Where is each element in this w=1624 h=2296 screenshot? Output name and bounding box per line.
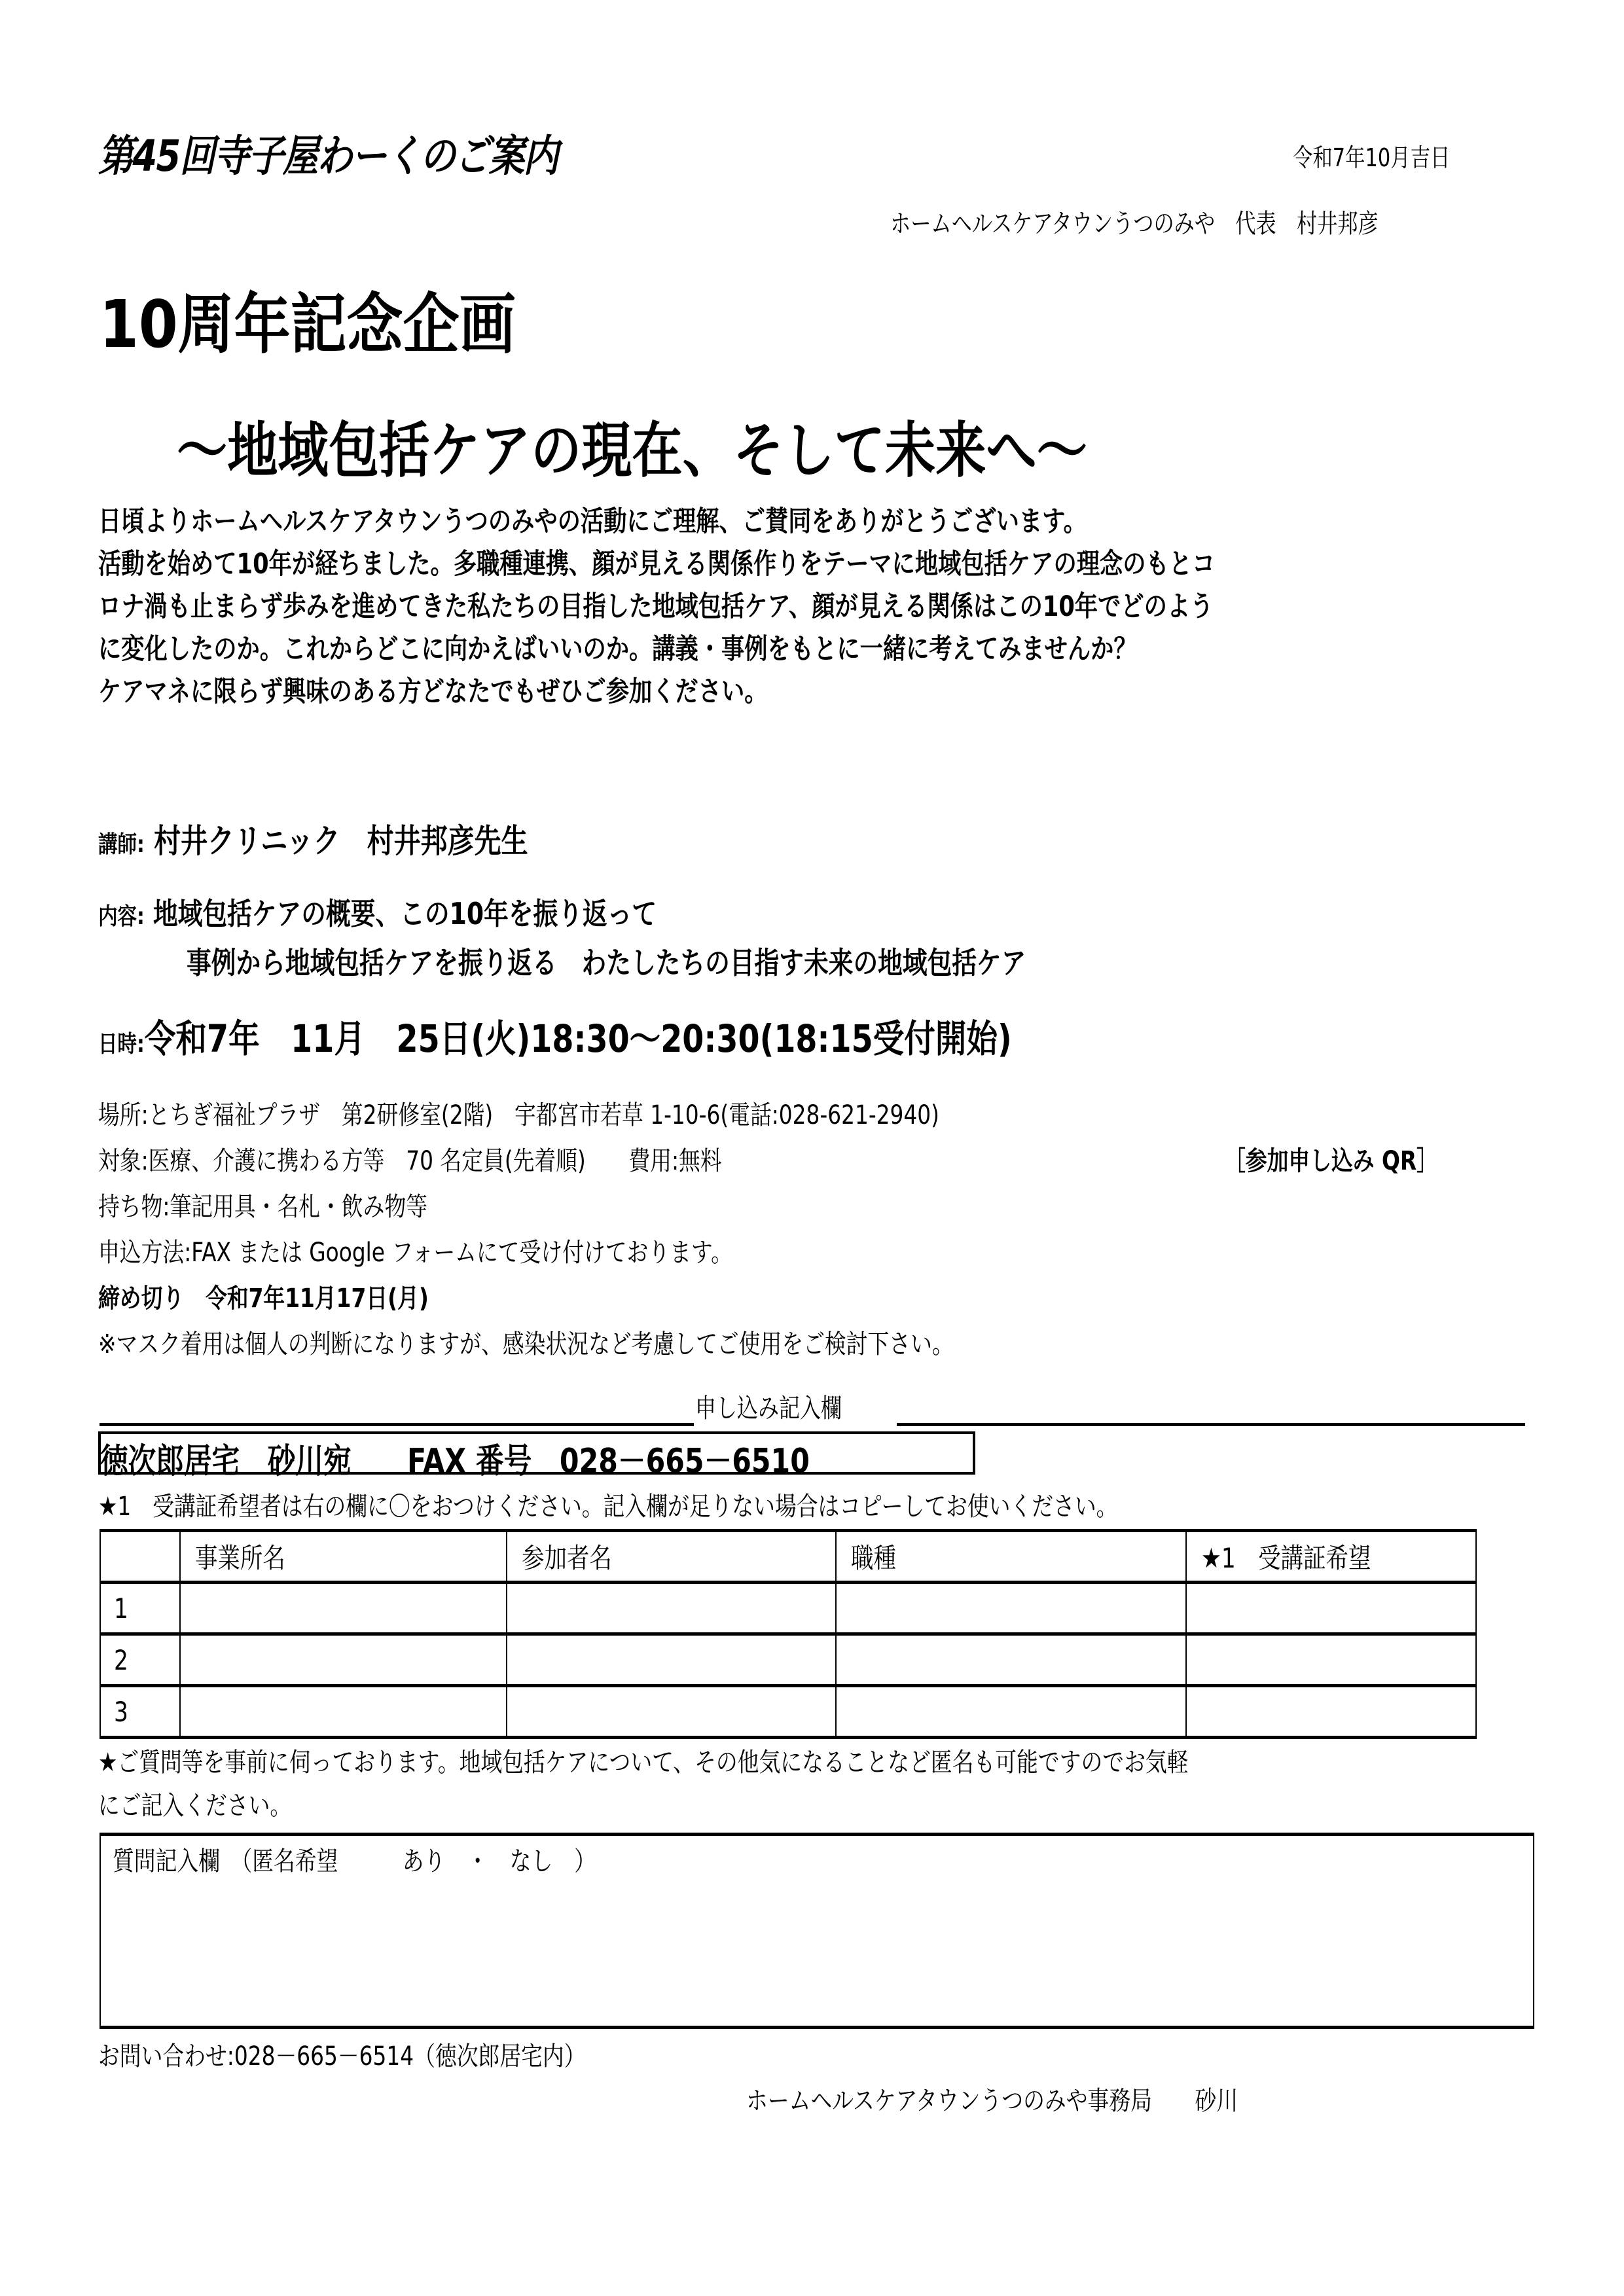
- content-label: 内容:: [98, 903, 145, 930]
- column-header-certificate: ★1 受講証希望: [1186, 1531, 1476, 1583]
- headline: 10周年記念企画: [99, 286, 516, 363]
- lecturer-name: 村井クリニック 村井邦彦先生: [154, 822, 528, 860]
- intro-line: ロナ渦も止まらず歩みを進めてきた私たちの目指した地域包括ケア、顔が見える関係はこの10年でどのよう: [98, 590, 1214, 623]
- participant-cell[interactable]: [507, 1686, 836, 1738]
- occupation-cell[interactable]: [836, 1583, 1186, 1634]
- office-signature: ホームヘルスケアタウンうつのみや事務局 砂川: [746, 2086, 1238, 2116]
- fax-line: 徳次郎居宅 砂川宛 FAX 番号 028－665－6510: [100, 1442, 810, 1481]
- question-box-label: 質問記入欄 （匿名希望 あり ・ なし ）: [113, 1846, 596, 1876]
- row-number: 2: [100, 1634, 180, 1686]
- occupation-cell[interactable]: [836, 1634, 1186, 1686]
- lecturer-row: [98, 815, 528, 862]
- flyer-title: 第45回寺子屋わーくのご案内: [98, 131, 558, 181]
- question-note-line: ★ご質問等を事前に伺っております。地域包括ケアについて、その他気になることなど匿名も可能ですのでお気軽: [98, 1748, 1189, 1778]
- table-row: [100, 1634, 1476, 1686]
- row-number: 1: [100, 1583, 180, 1634]
- table-row: [100, 1686, 1476, 1738]
- column-header-participant: 参加者名: [507, 1531, 836, 1583]
- target-and-fee: 対象:医療、介護に携わる方等 70 名定員(先着順) 費用:無料: [98, 1146, 722, 1176]
- column-header-number: [100, 1531, 180, 1583]
- column-header-occupation: 職種: [836, 1531, 1186, 1583]
- contact-info: お問い合わせ:028－665－6514（徳次郎居宅内）: [98, 2041, 586, 2072]
- divider-left: [99, 1423, 694, 1426]
- qr-label: ［参加申し込み QR］: [1224, 1146, 1438, 1176]
- datetime-label: 日時:: [98, 1031, 145, 1058]
- intro-paragraph: [98, 501, 1215, 713]
- certificate-note: ★1 受講証希望者は右の欄に〇をおつけください。記入欄が足りない場合はコピーしてお使いください。: [98, 1492, 1118, 1522]
- office-cell[interactable]: [180, 1583, 507, 1634]
- content-line: 地域包括ケアの概要、この10年を振り返って: [153, 896, 657, 931]
- certificate-cell[interactable]: [1186, 1583, 1476, 1634]
- participant-cell[interactable]: [507, 1634, 836, 1686]
- deadline: 締め切り 令和7年11月17日(月): [98, 1283, 429, 1314]
- certificate-cell[interactable]: [1186, 1686, 1476, 1738]
- question-note: [98, 1741, 1188, 1827]
- application-method: 申込方法:FAX または Google フォームにて受け付けております。: [98, 1238, 732, 1268]
- column-header-office: 事業所名: [180, 1531, 507, 1583]
- content-line: 事例から地域包括ケアを振り返る わたしたちの目指す未来の地域包括ケア: [187, 945, 1026, 980]
- registration-table: [99, 1529, 1477, 1739]
- intro-line: 活動を始めて10年が経ちました。多職種連携、顔が見える関係作りをテーマに地域包括ケアの理念のもとコ: [98, 548, 1216, 581]
- content-row: [98, 890, 657, 933]
- office-cell[interactable]: [180, 1686, 507, 1738]
- certificate-cell[interactable]: [1186, 1634, 1476, 1686]
- intro-line: に変化したのか。これからどこに向かえばいいのか。講義・事例をもとに一緒に考えてみませんか？: [98, 633, 1137, 666]
- participant-cell[interactable]: [507, 1583, 836, 1634]
- table-row: [100, 1583, 1476, 1634]
- intro-line: 日頃よりホームヘルスケアタウンうつのみやの活動にご理解、ご賛同をありがとうございます。: [98, 505, 1087, 538]
- venue: 場所:とちぎ福祉プラザ 第2研修室(2階) 宇都宮市若草 1-10-6(電話:028-621-2940): [98, 1100, 939, 1130]
- mask-note: ※マスク着用は個人の判断になりますが、感染状況など考慮してご使用をご検討下さい。: [98, 1329, 954, 1359]
- intro-line: ケアマネに限らず興味のある方どなたでもぜひご参加ください。: [98, 675, 768, 708]
- question-note-line: にご記入ください。: [98, 1791, 292, 1821]
- organizer: ホームヘルスケアタウンうつのみや 代表 村井邦彦: [890, 209, 1379, 239]
- divider-right: [897, 1423, 1525, 1426]
- row-number: 3: [100, 1686, 180, 1738]
- datetime-value: 令和7年 11月 25日(火)18:30～20:30(18:15受付開始): [144, 1016, 1012, 1061]
- occupation-cell[interactable]: [836, 1686, 1186, 1738]
- lecturer-label: 講師:: [98, 831, 145, 858]
- issue-date: 令和7年10月吉日: [1293, 143, 1451, 172]
- datetime-row: [98, 1008, 1012, 1063]
- table-header-row: [100, 1531, 1476, 1583]
- form-section-label: 申し込み記入欄: [695, 1393, 842, 1424]
- office-cell[interactable]: [180, 1634, 507, 1686]
- belongings: 持ち物:筆記用具・名札・飲み物等: [98, 1192, 428, 1222]
- subheadline: ～地域包括ケアの現在、そして未来へ～: [177, 416, 1088, 486]
